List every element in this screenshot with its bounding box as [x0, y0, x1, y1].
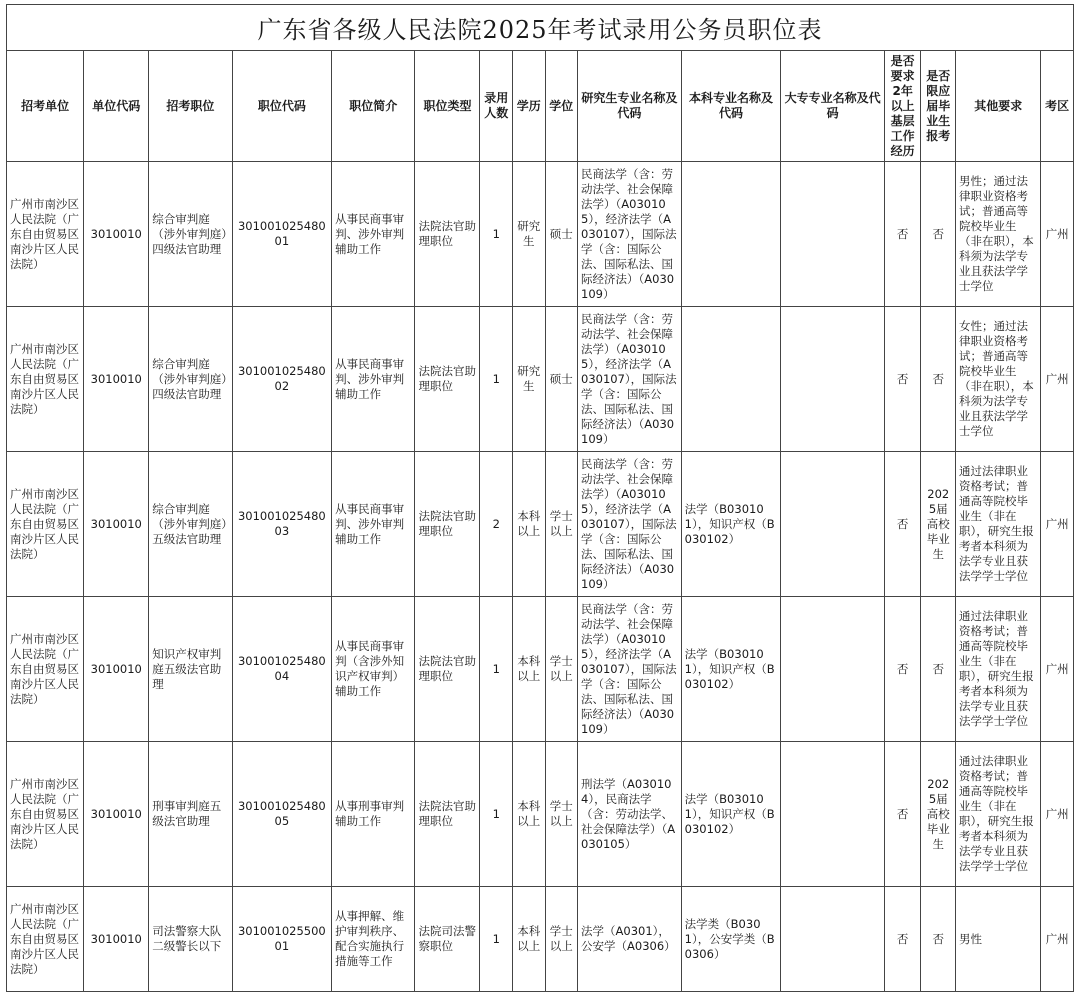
positions-table: [6, 50, 1074, 992]
cell-unit: 广州市南沙区人民法院（广东自由贸易区南沙片区人民法院）: [7, 452, 84, 597]
cell-grassroots: 否: [884, 162, 921, 307]
cell-position-code: 30100102548005: [232, 742, 332, 887]
cell-unit-code: 3010010: [84, 162, 149, 307]
cell-type: 法院法官助理职位: [415, 742, 480, 887]
cell-position-code: 30100102548003: [232, 452, 332, 597]
cell-education: 本科以上: [513, 597, 546, 742]
cell-fresh-grad: 否: [921, 597, 956, 742]
cell-position-code: 30100102550001: [232, 887, 332, 992]
cell-grassroots: 否: [884, 887, 921, 992]
header-number: 录用人数: [480, 51, 513, 162]
cell-grad-major: 民商法学（含：劳动法学、社会保障法学）（A030105），经济法学（A030107），国际法学（含：国际公法、国际私法、国际经济法）（A030109）: [578, 597, 682, 742]
cell-description: 从事刑事审判辅助工作: [332, 742, 415, 887]
cell-fresh-grad: 否: [921, 887, 956, 992]
cell-college-major: [781, 307, 885, 452]
header-bachelor-major: 本科专业名称及代码: [681, 51, 781, 162]
cell-unit: 广州市南沙区人民法院（广东自由贸易区南沙片区人民法院）: [7, 742, 84, 887]
cell-education: 研究生: [513, 162, 546, 307]
cell-number: 2: [480, 452, 513, 597]
table-row: [7, 307, 1074, 452]
cell-fresh-grad: 2025届高校毕业生: [921, 452, 956, 597]
header-fresh-grad: 是否限应届毕业生报考: [921, 51, 956, 162]
table-row: [7, 452, 1074, 597]
cell-unit-code: 3010010: [84, 307, 149, 452]
cell-number: 1: [480, 887, 513, 992]
cell-grad-major: 民商法学（含：劳动法学、社会保障法学）（A030105），经济法学（A030107），国际法学（含：国际公法、国际私法、国际经济法）（A030109）: [578, 162, 682, 307]
cell-degree: 硕士: [545, 307, 578, 452]
cell-bachelor-major: [681, 307, 781, 452]
cell-type: 法院法官助理职位: [415, 597, 480, 742]
cell-description: 从事民商事审判、涉外审判辅助工作: [332, 452, 415, 597]
cell-grassroots: 否: [884, 307, 921, 452]
cell-position-code: 30100102548001: [232, 162, 332, 307]
header-unit-code: 单位代码: [84, 51, 149, 162]
header-college-major: 大专专业名称及代码: [781, 51, 885, 162]
cell-fresh-grad: 否: [921, 307, 956, 452]
header-position: 招考职位: [149, 51, 232, 162]
cell-unit-code: 3010010: [84, 597, 149, 742]
cell-position: 刑事审判庭五级法官助理: [149, 742, 232, 887]
header-type: 职位类型: [415, 51, 480, 162]
cell-number: 1: [480, 742, 513, 887]
header-grassroots: 是否要求2年以上基层工作经历: [884, 51, 921, 162]
cell-degree: 学士以上: [545, 887, 578, 992]
cell-grad-major: 刑法学（A030104），民商法学（含：劳动法学、社会保障法学）（A030105）: [578, 742, 682, 887]
cell-position: 综合审判庭（涉外审判庭）五级法官助理: [149, 452, 232, 597]
cell-position-code: 30100102548002: [232, 307, 332, 452]
cell-fresh-grad: 2025届高校毕业生: [921, 742, 956, 887]
table-row: [7, 887, 1074, 992]
cell-exam-area: 广州: [1041, 597, 1074, 742]
cell-degree: 学士以上: [545, 597, 578, 742]
cell-position: 综合审判庭（涉外审判庭）四级法官助理: [149, 307, 232, 452]
cell-bachelor-major: 法学（B030101），知识产权（B030102）: [681, 597, 781, 742]
cell-description: 从事民商事审判、涉外审判辅助工作: [332, 162, 415, 307]
header-education: 学历: [513, 51, 546, 162]
header-exam-area: 考区: [1041, 51, 1074, 162]
cell-bachelor-major: 法学类（B0301），公安学类（B0306）: [681, 887, 781, 992]
cell-description: 从事民商事审判（含涉外知识产权审判）辅助工作: [332, 597, 415, 742]
cell-other: 通过法律职业资格考试；普通高等院校毕业生（非在职），研究生报考者本科须为法学专业且获法学学士学位: [956, 452, 1041, 597]
cell-exam-area: 广州: [1041, 742, 1074, 887]
cell-grassroots: 否: [884, 452, 921, 597]
cell-grad-major: 法学（A0301），公安学（A0306）: [578, 887, 682, 992]
cell-other: 通过法律职业资格考试；普通高等院校毕业生（非在职），研究生报考者本科须为法学专业且获法学学士学位: [956, 597, 1041, 742]
cell-unit-code: 3010010: [84, 887, 149, 992]
cell-type: 法院法官助理职位: [415, 452, 480, 597]
cell-education: 本科以上: [513, 742, 546, 887]
cell-position: 综合审判庭（涉外审判庭）四级法官助理: [149, 162, 232, 307]
header-other: 其他要求: [956, 51, 1041, 162]
cell-degree: 硕士: [545, 162, 578, 307]
cell-bachelor-major: [681, 162, 781, 307]
header-row: [7, 51, 1074, 162]
table-row: [7, 162, 1074, 307]
cell-exam-area: 广州: [1041, 162, 1074, 307]
cell-type: 法院法官助理职位: [415, 162, 480, 307]
cell-exam-area: 广州: [1041, 307, 1074, 452]
cell-bachelor-major: 法学（B030101），知识产权（B030102）: [681, 742, 781, 887]
cell-unit: 广州市南沙区人民法院（广东自由贸易区南沙片区人民法院）: [7, 597, 84, 742]
cell-education: 本科以上: [513, 452, 546, 597]
cell-college-major: [781, 452, 885, 597]
cell-position: 司法警察大队二级警长以下: [149, 887, 232, 992]
header-grad-major: 研究生专业名称及代码: [578, 51, 682, 162]
cell-other: 男性: [956, 887, 1041, 992]
cell-grassroots: 否: [884, 742, 921, 887]
cell-exam-area: 广州: [1041, 452, 1074, 597]
cell-unit: 广州市南沙区人民法院（广东自由贸易区南沙片区人民法院）: [7, 887, 84, 992]
cell-degree: 学士以上: [545, 742, 578, 887]
header-degree: 学位: [545, 51, 578, 162]
page-title: 广东省各级人民法院2025年考试录用公务员职位表: [6, 4, 1074, 50]
cell-number: 1: [480, 307, 513, 452]
cell-education: 研究生: [513, 307, 546, 452]
cell-number: 1: [480, 597, 513, 742]
cell-bachelor-major: 法学（B030101），知识产权（B030102）: [681, 452, 781, 597]
cell-other: 男性；通过法律职业资格考试；普通高等院校毕业生（非在职），本科须为法学专业且获法学学士学位: [956, 162, 1041, 307]
cell-education: 本科以上: [513, 887, 546, 992]
header-position-code: 职位代码: [232, 51, 332, 162]
table-row: [7, 597, 1074, 742]
cell-fresh-grad: 否: [921, 162, 956, 307]
cell-college-major: [781, 597, 885, 742]
cell-unit-code: 3010010: [84, 452, 149, 597]
cell-exam-area: 广州: [1041, 887, 1074, 992]
cell-description: 从事押解、维护审判秩序、配合实施执行措施等工作: [332, 887, 415, 992]
cell-description: 从事民商事审判、涉外审判辅助工作: [332, 307, 415, 452]
cell-grad-major: 民商法学（含：劳动法学、社会保障法学）（A030105），经济法学（A030107），国际法学（含：国际公法、国际私法、国际经济法）（A030109）: [578, 452, 682, 597]
cell-college-major: [781, 887, 885, 992]
cell-type: 法院司法警察职位: [415, 887, 480, 992]
header-unit: 招考单位: [7, 51, 84, 162]
cell-other: 女性；通过法律职业资格考试；普通高等院校毕业生（非在职），本科须为法学专业且获法学学士学位: [956, 307, 1041, 452]
table-row: [7, 742, 1074, 887]
header-description: 职位简介: [332, 51, 415, 162]
cell-grassroots: 否: [884, 597, 921, 742]
cell-other: 通过法律职业资格考试；普通高等院校毕业生（非在职），研究生报考者本科须为法学专业且获法学学士学位: [956, 742, 1041, 887]
cell-type: 法院法官助理职位: [415, 307, 480, 452]
cell-college-major: [781, 162, 885, 307]
cell-unit-code: 3010010: [84, 742, 149, 887]
cell-unit: 广州市南沙区人民法院（广东自由贸易区南沙片区人民法院）: [7, 162, 84, 307]
cell-unit: 广州市南沙区人民法院（广东自由贸易区南沙片区人民法院）: [7, 307, 84, 452]
cell-college-major: [781, 742, 885, 887]
cell-degree: 学士以上: [545, 452, 578, 597]
cell-position: 知识产权审判庭五级法官助理: [149, 597, 232, 742]
cell-position-code: 30100102548004: [232, 597, 332, 742]
cell-grad-major: 民商法学（含：劳动法学、社会保障法学）（A030105），经济法学（A030107），国际法学（含：国际公法、国际私法、国际经济法）（A030109）: [578, 307, 682, 452]
cell-number: 1: [480, 162, 513, 307]
